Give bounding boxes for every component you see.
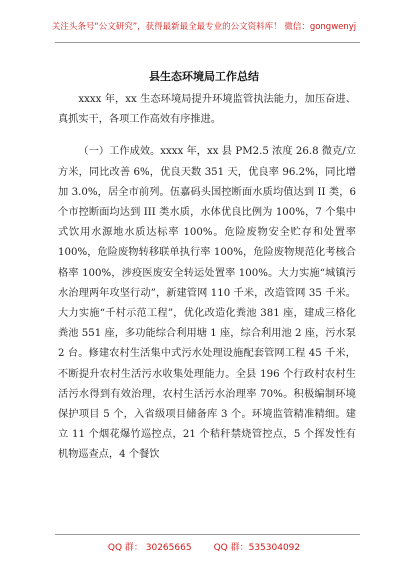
document-body	[58, 90, 356, 466]
document-title: 县生态环境局工作总结	[149, 70, 259, 83]
body-paragraph-intro: xxxx 年，xx 生态环境局提升环境监管执法能力，加压奋进、真抓实干，各项工作高效有序推进。	[58, 94, 356, 126]
footer-qq-group-1: QQ 群： 30265665	[107, 543, 192, 553]
header-divider	[55, 42, 360, 43]
footer-contact	[0, 540, 408, 553]
footer-divider	[55, 534, 360, 535]
header-banner: 关注头条号“公文研究”，获得最新最全最专业的公文资料库！ 微信：gongwenyj	[51, 22, 357, 32]
footer-qq-group-2: QQ 群：535304092	[213, 543, 301, 553]
body-paragraph-achievements: （一）工作成效。xxxx 年，xx 县 PM2.5 浓度 26.8 微克/立方米，同比改善 6%，优良天数 351 天，优良率 96.2%，同比增加 3.0%，居全市前列。伍嘉码头国控断面水质均值达到 II 类，6 个市控断面均达到 III 类水质，水体优良比例为 100%，7 个集中式饮用水源地水质达标率 100%。危险废物安全贮存和处置率 100%，危险废物转移联单执行率 100%，危险废物规范化考核合格率 100%，涉疫医废安全转运处置率 100%。大力实施“城镇污水治理两年攻坚行动”，新建管网 110 千米，改造管网 35 千米。大力实施“千村示范工程”，优化改造化粪池 381 座，建成三格化粪池 551 座，多功能综合利用塘 1 座，综合利用池 2 座，污水泵 2 台。修建农村生活集中式污水处理设施配套管网工程 45 千米，不断提升农村生活污水收集处理能力。全县 196 个行政村农村生活污水得到有效治理，农村生活污水治理率 70%。积极编制环境保护项目 5 个，入省级项目储备库 3 个。环境监管精准精细。建立 11 个烟花爆竹巡控点，21 个秸秆禁烧管控点，5 个挥发性有机物巡查点，4 个餐饮	[58, 146, 356, 461]
